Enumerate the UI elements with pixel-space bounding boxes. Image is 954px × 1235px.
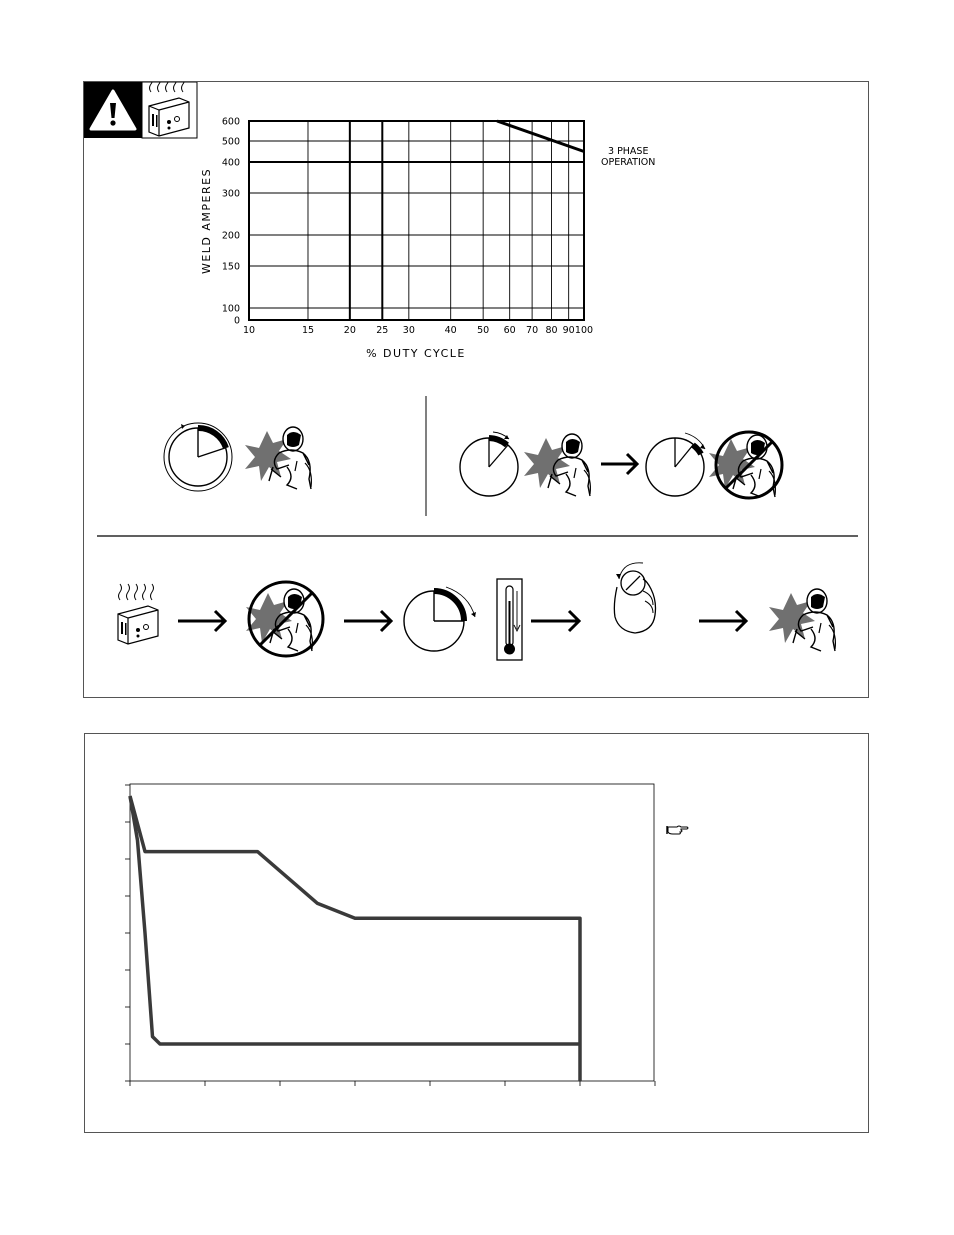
welder-icon [245,427,311,489]
x-axis-label: % DUTY CYCLE [366,347,466,360]
chart-frame [249,121,584,320]
arrow-right-icon [531,611,579,631]
clock-icon [460,432,518,496]
x-tick-label: 40 [444,325,457,336]
volt-amp-panel [84,733,869,1133]
arrow-right-icon [344,611,391,631]
volt-amp-svg [85,734,870,1134]
clock-icon [646,433,705,496]
x-tick-label: 100 [574,325,594,336]
arrow-right-icon [601,454,637,474]
series-line-2 [130,796,580,1044]
y-tick-label: 400 [221,157,240,169]
x-tick-label: 80 [545,325,558,336]
no-welding-icon [246,582,323,656]
x-tick-label: 60 [503,325,516,336]
clock-icon [404,587,476,651]
thermometer-icon [497,579,522,660]
arrow-right-icon [178,611,225,631]
welder-icon [524,434,590,496]
chart-frame [130,784,654,1081]
arrow-right-icon [699,611,746,631]
annotation-line-2: OPERATION [601,157,656,168]
duty-cycle-chart [200,117,655,361]
x-tick-label: 30 [402,325,415,336]
x-tick-label: 15 [301,325,315,336]
y-tick-label: 200 [221,230,240,242]
volt-amp-chart [125,784,655,1086]
x-tick-label: 90 [562,325,575,336]
x-tick-label: 70 [526,325,539,336]
clock-icon [164,423,232,491]
x-tick-label: 10 [242,325,256,336]
y-tick-label: 300 [221,188,240,200]
y-axis-label: WELD AMPERES [200,167,213,275]
annotation-line-1: 3 PHASE [608,146,649,157]
welder-icon [769,589,835,651]
x-tick-label: 20 [343,325,356,336]
overheat-sequence [118,563,835,660]
y-tick-label: 600 [221,116,240,128]
y-tick-label: 0 [233,315,240,327]
duty-cycle-panel [83,81,869,698]
y-tick-label: 100 [221,303,240,315]
x-tick-label: 50 [477,325,490,336]
continuous-weld-group [164,423,311,491]
pointing-hand-icon [667,826,688,834]
x-tick-label: 25 [376,325,389,336]
duty-cycle-sequence [460,432,782,498]
hot-machine-icon [118,584,158,644]
series-line-1 [130,796,580,1081]
hand-knob-icon [614,563,655,633]
duty-cycle-svg [84,82,870,699]
y-tick-label: 150 [221,261,240,273]
y-tick-label: 500 [221,136,240,148]
no-welding-icon [709,432,782,498]
